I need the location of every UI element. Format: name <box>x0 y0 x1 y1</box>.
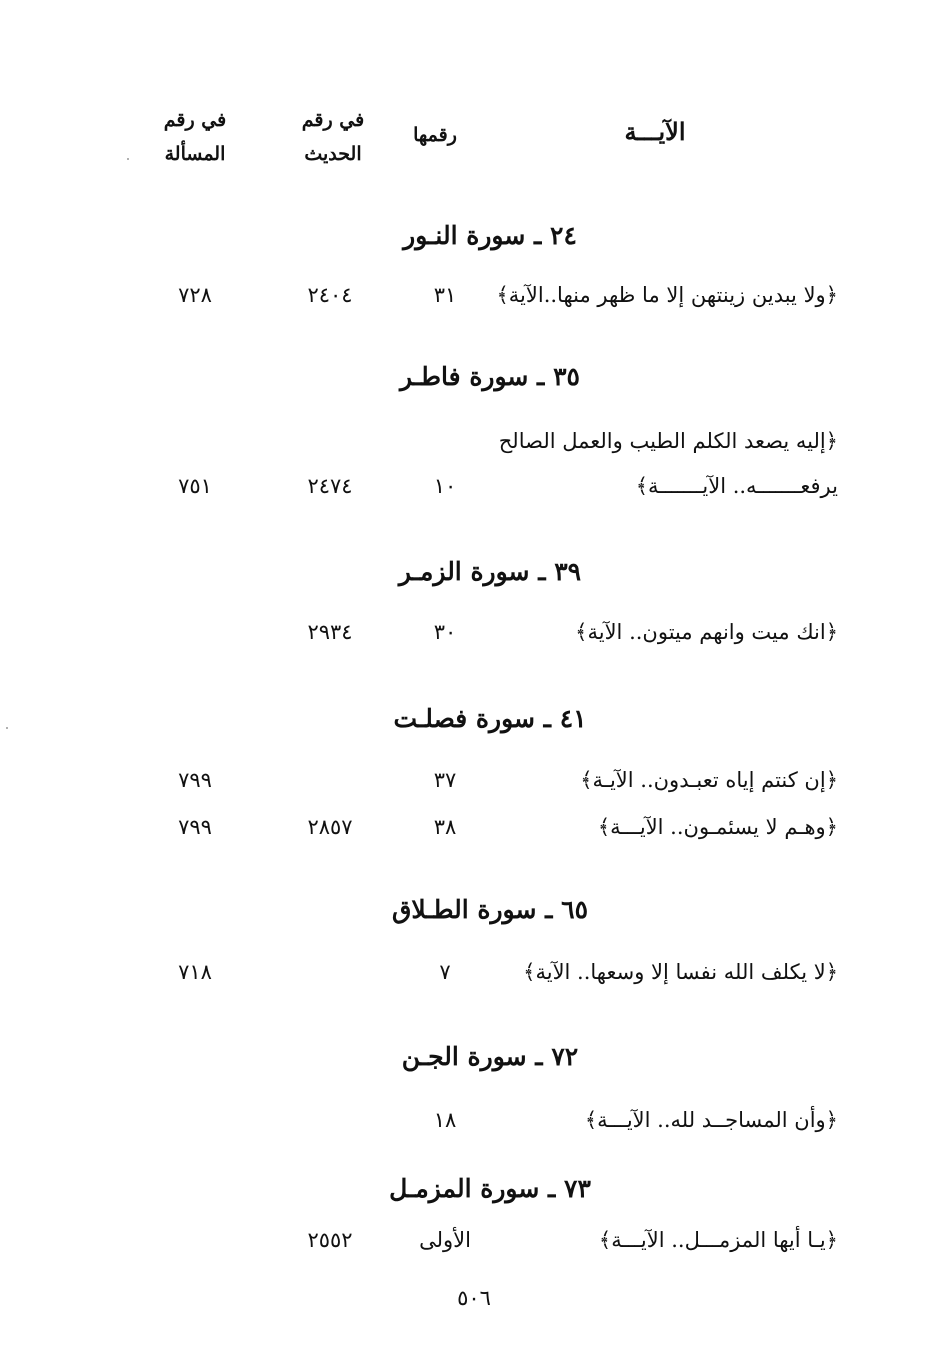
surah-heading: ٦٥ ـ سورة الطـلاق <box>391 895 589 924</box>
ayah-number: الأولى <box>419 1228 471 1252</box>
ayah-text: يرفعـــــــه.. الآيـــــــة﴾ <box>635 474 838 498</box>
ayah-number: ٣٠ <box>433 620 457 644</box>
hadith-number: ٢٨٥٧ <box>307 815 353 839</box>
surah-heading: ٣٥ ـ سورة فاطـر <box>400 362 580 391</box>
hadith-number: ٢٤٠٤ <box>307 283 353 307</box>
surah-heading: ٧٢ ـ سورة الجـن <box>401 1042 579 1071</box>
ayah-text: ﴿وهـم لا يسئمـون.. الآيـــة﴾ <box>597 815 838 839</box>
hadith-number: ٢٩٣٤ <box>307 620 353 644</box>
page-number: ٥٠٦ <box>457 1286 491 1310</box>
header-masala-line1: في رقم <box>163 109 227 131</box>
surah-heading: ٤١ ـ سورة فصلـت <box>393 704 587 733</box>
masala-number: ٧٥١ <box>178 474 212 498</box>
surah-heading: ٣٩ ـ سورة الزمـر <box>398 557 582 586</box>
masala-number: ٧٢٨ <box>178 283 212 307</box>
masala-number: ٧٩٩ <box>178 815 212 839</box>
hadith-number: ٢٥٥٢ <box>307 1228 353 1252</box>
header-hadith-line1: في رقم <box>301 109 365 131</box>
ayah-text: ﴿يـا أيها المزمـــل.. الآيـــة﴾ <box>598 1228 838 1252</box>
masala-number: ٧١٨ <box>178 960 212 984</box>
ayah-number: ١٠ <box>433 474 457 498</box>
ayah-number: ٣٨ <box>433 815 457 839</box>
surah-heading: ٧٣ ـ سورة المزمـل <box>389 1174 591 1203</box>
ayah-text: ﴿لا يكلف الله نفسا إلا وسعها.. الآية﴾ <box>523 960 838 984</box>
header-ayah: الآيـــة <box>624 117 686 146</box>
ayah-number: ٣١ <box>433 283 457 307</box>
masala-number: ٧٩٩ <box>178 768 212 792</box>
header-masala-line2: المسألة <box>164 143 226 165</box>
ayah-text: ﴿وأن المساجــد لله.. الآيـــة﴾ <box>584 1108 838 1132</box>
ayah-number: ٣٧ <box>433 768 457 792</box>
ayah-text: ﴿إن كنتم إياه تعبـدون.. الآيـة﴾ <box>580 768 838 792</box>
ayah-number: ٧ <box>439 960 451 984</box>
ayah-text: ﴿انك ميت وانهم ميتون.. الآية﴾ <box>575 620 838 644</box>
ayah-text: ﴿ولا يبدين زينتهن إلا ما ظهر منها..الآية﴾ <box>496 283 838 307</box>
ayah-text-line1: ﴿إليه يصعد الكلم الطيب والعمل الصالح <box>498 429 838 453</box>
header-ayah-number: رقمها <box>413 124 457 146</box>
hadith-number: ٢٤٧٤ <box>307 474 353 498</box>
scan-speck <box>127 158 129 160</box>
header-hadith-line2: الحديث <box>304 143 362 165</box>
surah-heading: ٢٤ ـ سورة النـور <box>403 221 577 250</box>
scan-speck <box>6 727 8 729</box>
ayah-number: ١٨ <box>433 1108 457 1132</box>
